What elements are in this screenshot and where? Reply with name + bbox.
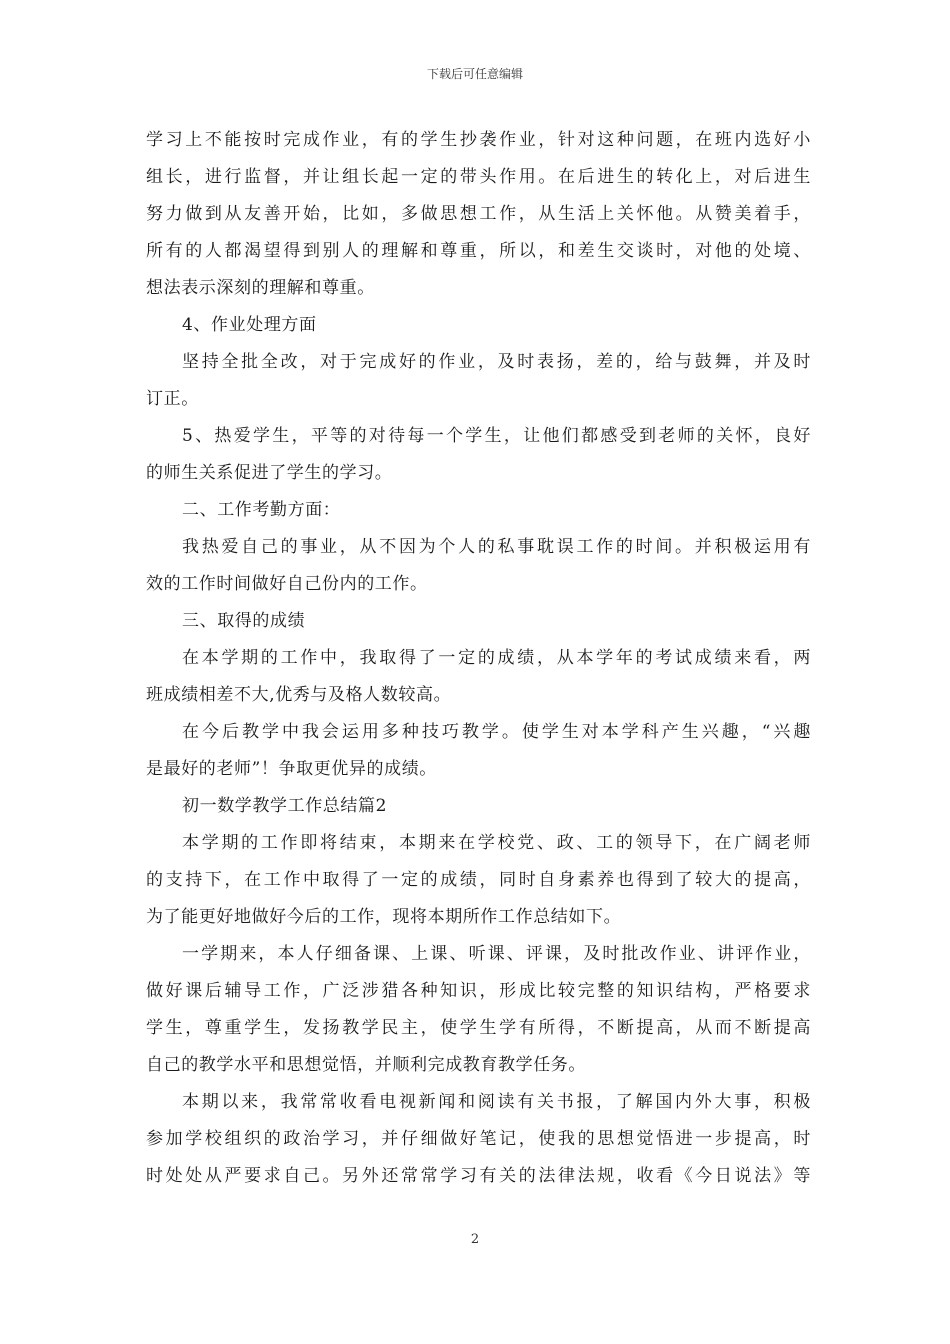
text-line: 自己的教学水平和思想觉悟，并顺利完成教育教学任务。 (146, 1055, 586, 1075)
text-line: 订正。 (146, 389, 199, 409)
text-line: 效的工作时间做好自己份内的工作。 (146, 574, 428, 594)
text-line: 为了能更好地做好今后的工作，现将本期所作工作总结如下。 (146, 907, 622, 927)
text-line: 坚持全批全改，对于完成好的作业，及时表扬，差的，给与鼓舞，并及时 (182, 352, 811, 372)
text-line: 的支持下，在工作中取得了一定的成绩，同时自身素养也得到了较大的提高， (146, 870, 811, 890)
text-line: 的师生关系促进了学生的学习。 (146, 463, 393, 483)
text-line: 4、作业处理方面 (182, 315, 317, 335)
text-line: 一学期来，本人仔细备课、上课、听课、评课，及时批改作业、讲评作业， (182, 944, 811, 964)
text-line: 二、工作考勤方面： (182, 500, 341, 520)
text-line: 做好课后辅导工作，广泛涉猎各种知识，形成比较完整的知识结构，严格要求 (146, 981, 811, 1001)
text-line: 5、热爱学生，平等的对待每一个学生，让他们都感受到老师的关怀，良好 (182, 426, 811, 446)
text-line: 组长，进行监督，并让组长起一定的带头作用。在后进生的转化上，对后进生 (146, 167, 811, 187)
text-line: 所有的人都渴望得到别人的理解和尊重，所以，和差生交谈时，对他的处境、 (146, 241, 811, 261)
page-number: 2 (470, 1232, 480, 1247)
text-line: 三、取得的成绩 (182, 611, 306, 631)
text-line: 时处处从严要求自己。另外还常常学习有关的法律法规，收看《今日说法》等 (146, 1166, 811, 1186)
document-body (146, 122, 811, 1195)
text-line: 在今后教学中我会运用多种技巧教学。使学生对本学科产生兴趣，“兴趣 (182, 722, 811, 742)
text-line: 本学期的工作即将结束，本期来在学校党、政、工的领导下，在广阔老师 (182, 833, 811, 853)
text-line: 本期以来，我常常收看电视新闻和阅读有关书报，了解国内外大事，积极 (182, 1092, 811, 1112)
page-header: 下载后可任意编辑 (426, 67, 523, 81)
text-line: 我热爱自己的事业，从不因为个人的私事耽误工作的时间。并积极运用有 (182, 537, 811, 557)
text-line: 学习上不能按时完成作业，有的学生抄袭作业，针对这种问题，在班内选好小 (146, 130, 811, 150)
text-line: 初一数学教学工作总结篇2 (182, 796, 388, 816)
text-line: 想法表示深刻的理解和尊重。 (146, 278, 375, 298)
text-line: 学生，尊重学生，发扬教学民主，使学生学有所得，不断提高，从而不断提高 (146, 1018, 811, 1038)
text-line: 班成绩相差不大,优秀与及格人数较高。 (146, 685, 452, 705)
text-line: 努力做到从友善开始，比如，多做思想工作，从生活上关怀他。从赞美着手， (146, 204, 811, 224)
text-line: 参加学校组织的政治学习，并仔细做好笔记，使我的思想觉悟进一步提高，时 (146, 1129, 811, 1149)
text-line: 是最好的老师”！争取更优异的成绩。 (146, 759, 437, 779)
text-line: 在本学期的工作中，我取得了一定的成绩，从本学年的考试成绩来看，两 (182, 648, 811, 668)
